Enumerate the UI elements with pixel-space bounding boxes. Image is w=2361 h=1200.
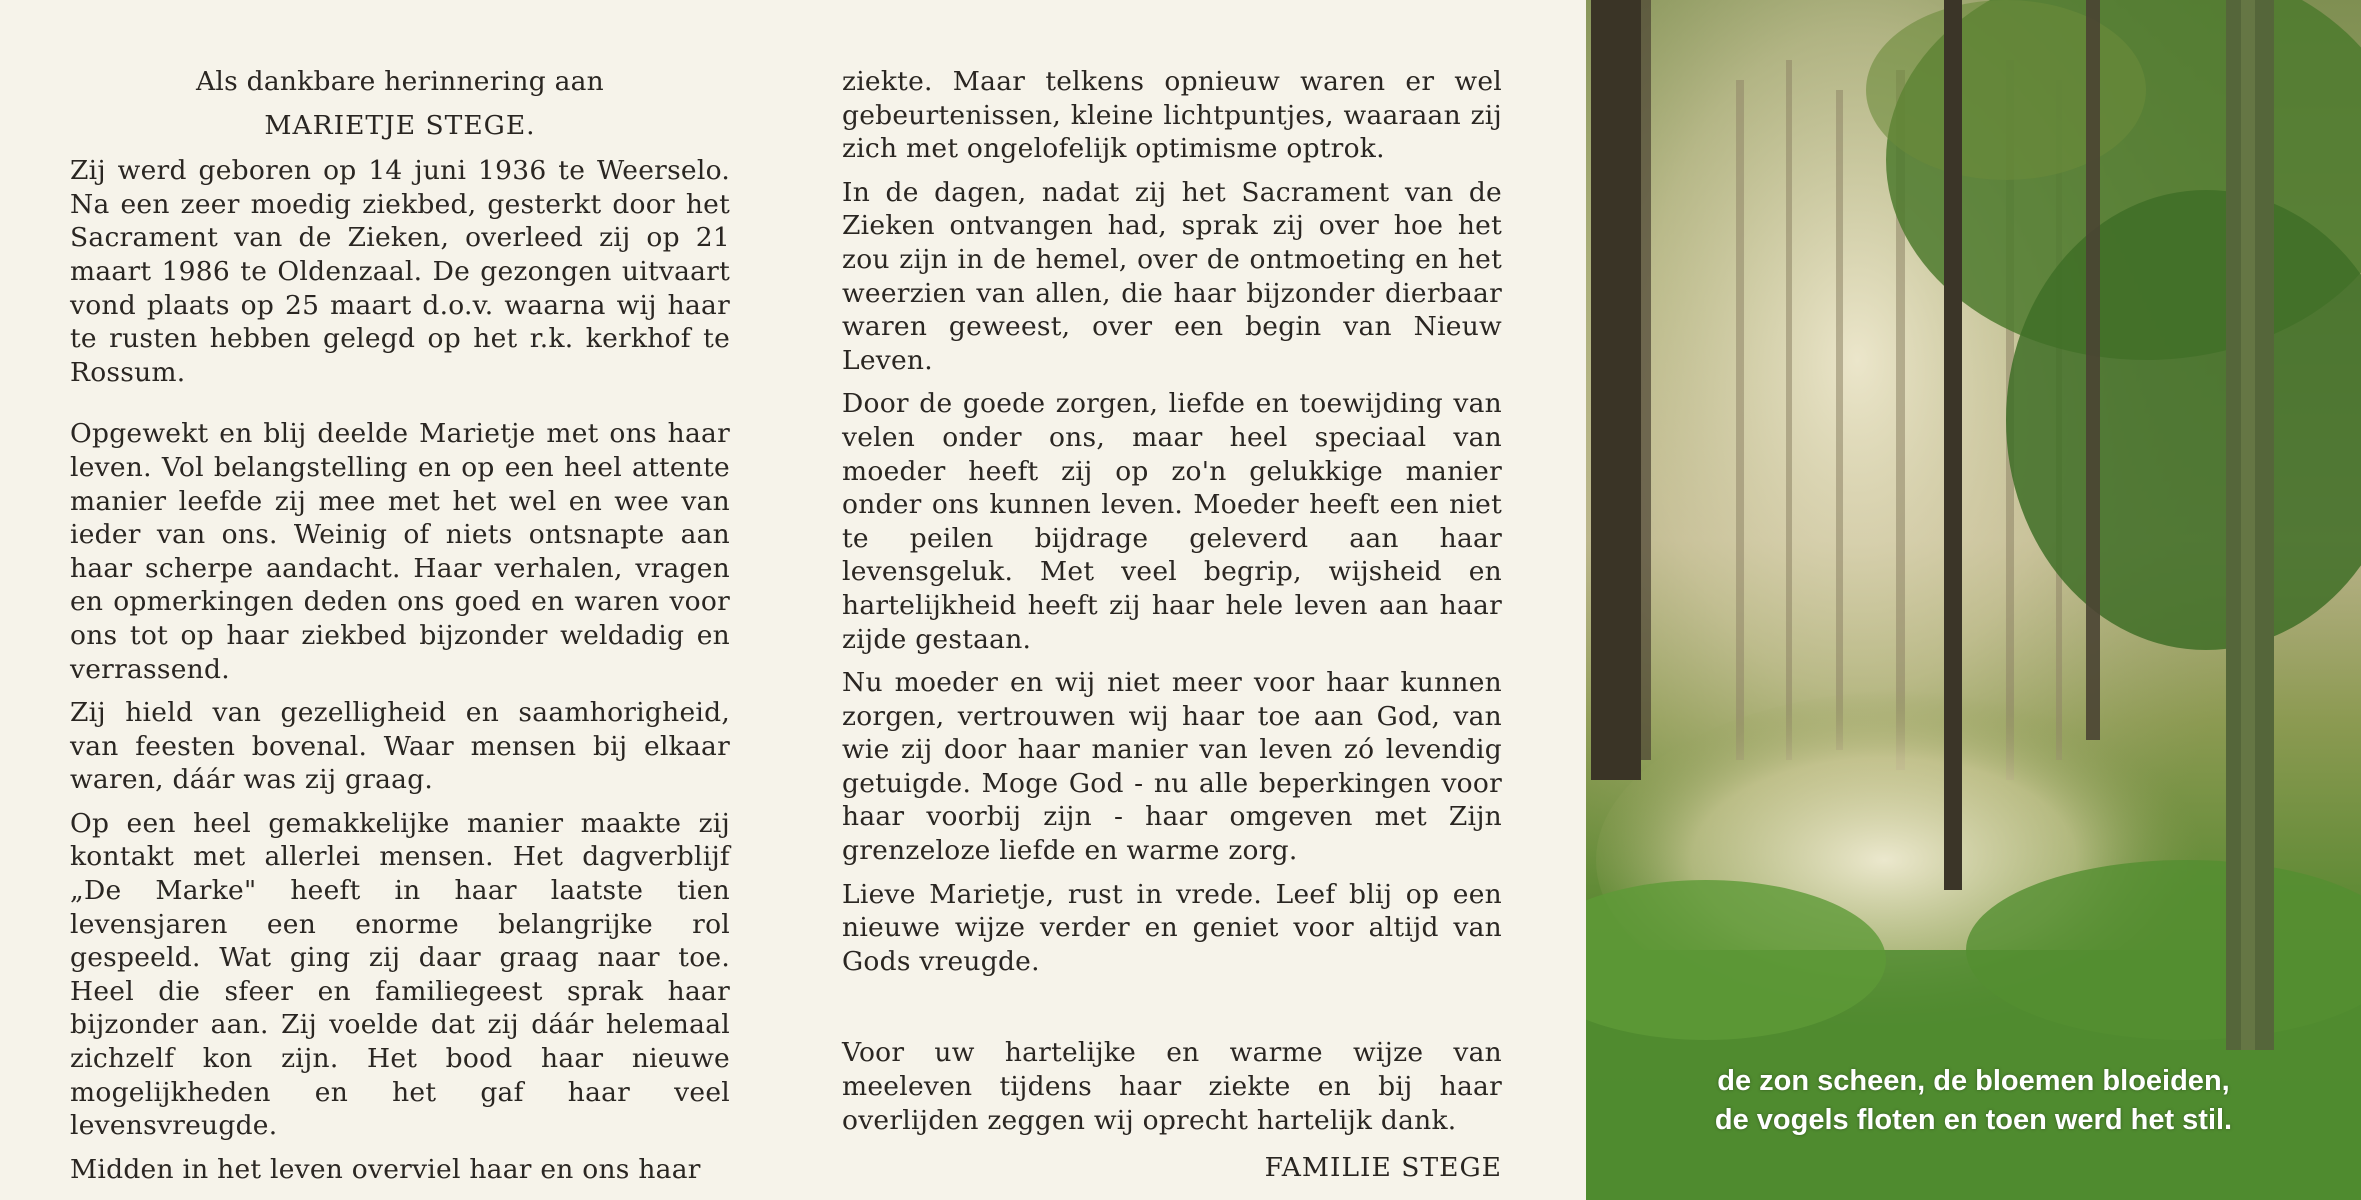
caption-line: de zon scheen, de bloemen bloeiden, — [1717, 1065, 2230, 1097]
forest-illustration — [1586, 0, 2361, 1200]
biography-paragraph: Nu moeder en wij niet meer voor haar kunnen zorgen, vertrouwen wij haar toe aan God, van wie zij door haar manier van leven zó levendig getuigde. Moge God - nu alle beperkingen voor haar voorbij zijn - haar omgeven met Zijn grenzeloze liefde en warme zorg. — [842, 667, 1502, 867]
middle-page — [790, 0, 1586, 1200]
deceased-name: MARIETJE STEGE. — [264, 109, 536, 141]
left-column-text — [0, 0, 790, 1200]
photo-caption — [1586, 1062, 2361, 1140]
biography-paragraph: In de dagen, nadat zij het Sacrament van de Zieken ontvangen had, sprak zij over hoe het zou zijn in de hemel, over de ontmoeting en het weerzien van allen, die haar bijzonder dierbaar waren geweest, over een begin van Nieuw Leven. — [842, 176, 1502, 376]
biography-paragraph: Door de goede zorgen, liefde en toewijding van velen onder ons, maar heel speciaal van moeder heeft zij op zo'n gelukkige manier onder ons kunnen leven. Moeder heeft een niet te peilen bijdrage geleverd aan haar levensgeluk. Met veel begrip, wijsheid en hartelijkheid heeft zij haar hele leven aan haar zijde gestaan. — [842, 388, 1502, 655]
biography-paragraph: Op een heel gemakkelijke manier maakte zij kontakt met allerlei mensen. Het dagverblijf „De Marke" heeft in haar laatste tien levensjaren een enorme belangrijke rol gespeeld. Wat ging zij daar graag naar toe. Heel die sfeer en familiegeest sprak haar bijzonder aan. Zij voelde dat zij dáár helemaal zichzelf kon zijn. Het bood haar nieuwe mogelijkheden en het gaf haar veel levensvreugde. — [70, 807, 730, 1142]
forest-photo — [1586, 0, 2361, 1200]
biography-paragraph: Midden in het leven overviel haar en ons haar — [70, 1153, 701, 1185]
caption-line: de vogels floten en toen werd het stil. — [1714, 1104, 2233, 1136]
thanks-paragraph: Voor uw hartelijke en warme wijze van meeleven tijdens haar ziekte en bij haar overlijden zeggen wij oprecht hartelijk dank. — [842, 1037, 1502, 1136]
biography-paragraph: Zij werd geboren op 14 juni 1936 te Weerselo. Na een zeer moedig ziekbed, gesterkt door het Sacrament van de Zieken, overleed zij op 21 maart 1986 te Oldenzaal. De gezongen uitvaart vond plaats op 25 maart d.o.v. waarna wij haar te rusten hebben gelegd op het r.k. kerkhof te Rossum. — [70, 155, 730, 388]
memorial-heading: Als dankbare herinnering aan — [195, 66, 605, 97]
biography-paragraph: Zij hield van gezelligheid en saamhorigheid, van feesten bovenal. Waar mensen bij elkaar waren, dáár was zij graag. — [70, 697, 730, 796]
left-page — [0, 0, 790, 1200]
farewell-paragraph: Lieve Marietje, rust in vrede. Leef blij op een nieuwe wijze verder en geniet voor altijd van Gods vreugde. — [842, 878, 1502, 977]
biography-paragraph: Opgewekt en blij deelde Marietje met ons haar leven. Vol belangstelling en op een heel attente manier leefde zij mee met het wel en wee van ieder van ons. Weinig of niets ontsnapte aan haar scherpe aandacht. Haar verhalen, vragen en opmerkingen deden ons goed en waren voor ons tot op haar ziekbed bijzonder weldadig en verrassend. — [70, 418, 730, 685]
biography-paragraph: ziekte. Maar telkens opnieuw waren er wel gebeurtenissen, kleine lichtpuntjes, waaraan zij zich met ongelofelijk optimisme optrok. — [842, 66, 1502, 165]
middle-column-text — [790, 0, 1586, 1200]
family-signature: FAMILIE STEGE — [1264, 1152, 1502, 1184]
